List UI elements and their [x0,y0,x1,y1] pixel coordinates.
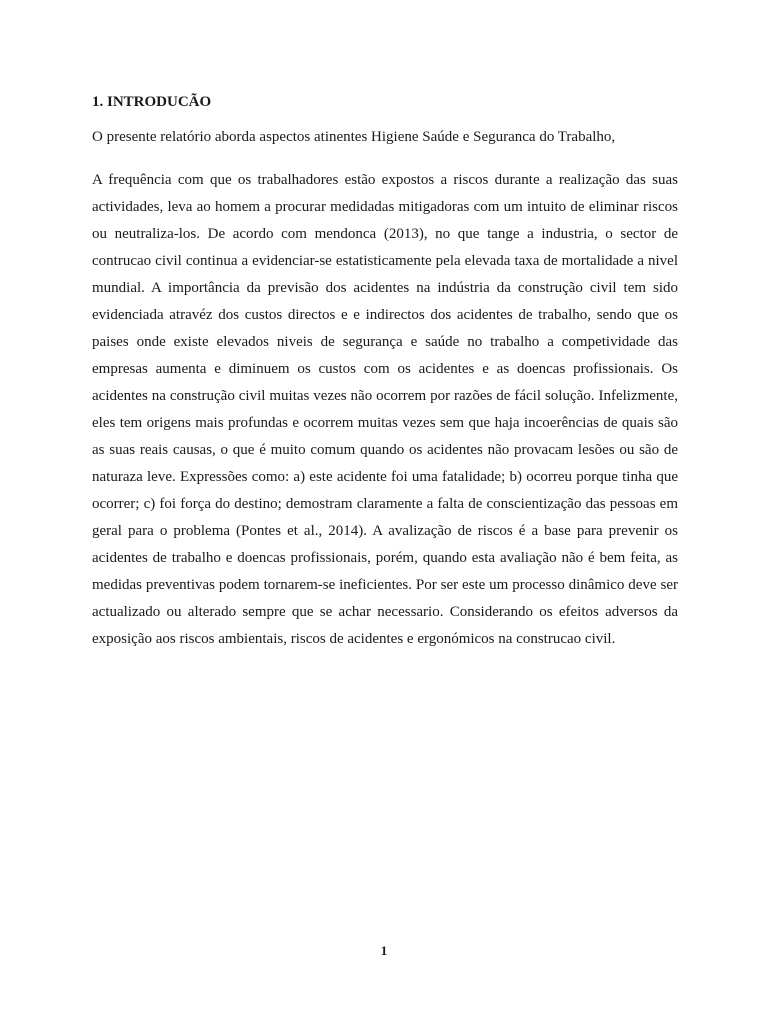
body-paragraph: A frequência com que os trabalhadores estão expostos a riscos durante a realização das suas actividades, leva ao homem a procurar medidadas mitigadoras com um intuito de eliminar riscos ou neutraliza-los. De acordo com mendonca (2013), no que tange a industria, o sector de contrucao civil continua a evidenciar-se estatisticamente pela elevada taxa de mortalidade a nivel mundial. A importância da previsão dos acidentes na indústria da construção civil tem sido evidenciada atravéz dos custos directos e e indirectos dos acidentes de trabalho, sendo que os paises onde existe elevados niveis de segurança e saúde no trabalho a competividade das empresas aumenta e diminuem os custos com os acidentes e as doencas profissionais. Os acidentes na construção civil muitas vezes não ocorrem por razões de fácil solução. Infelizmente, eles tem origens mais profundas e ocorrem muitas vezes sem que haja incoerências de quais são as suas reais causas, o que é muito comum quando os acidentes não provacam lesões ou são de naturaza leve. Expressões como: a) este acidente foi uma fatalidade; b) ocorreu porque tinha que ocorrer; c) foi força do destino; demostram claramente a falta de conscientização das pessoas em geral para o problema (Pontes et al., 2014). A avalização de riscos é a base para prevenir os acidentes de trabalho e doencas profissionais, porém, quando esta avaliação não é bem feita, as medidas preventivas podem tornarem-se ineficientes. Por ser este um processo dinâmico deve ser actualizado ou alterado sempre que se achar necessario. Considerando os efeitos adversos da exposição aos riscos ambientais, riscos de acidentes e ergonómicos na construcao civil. [92,172,678,647]
section-heading: 1. INTRODUCÃO [92,94,212,110]
page-number: 1 [380,943,388,958]
intro-sentence: O presente relatório aborda aspectos atinentes Higiene Saúde e Seguranca do Trabalho, [92,129,616,145]
